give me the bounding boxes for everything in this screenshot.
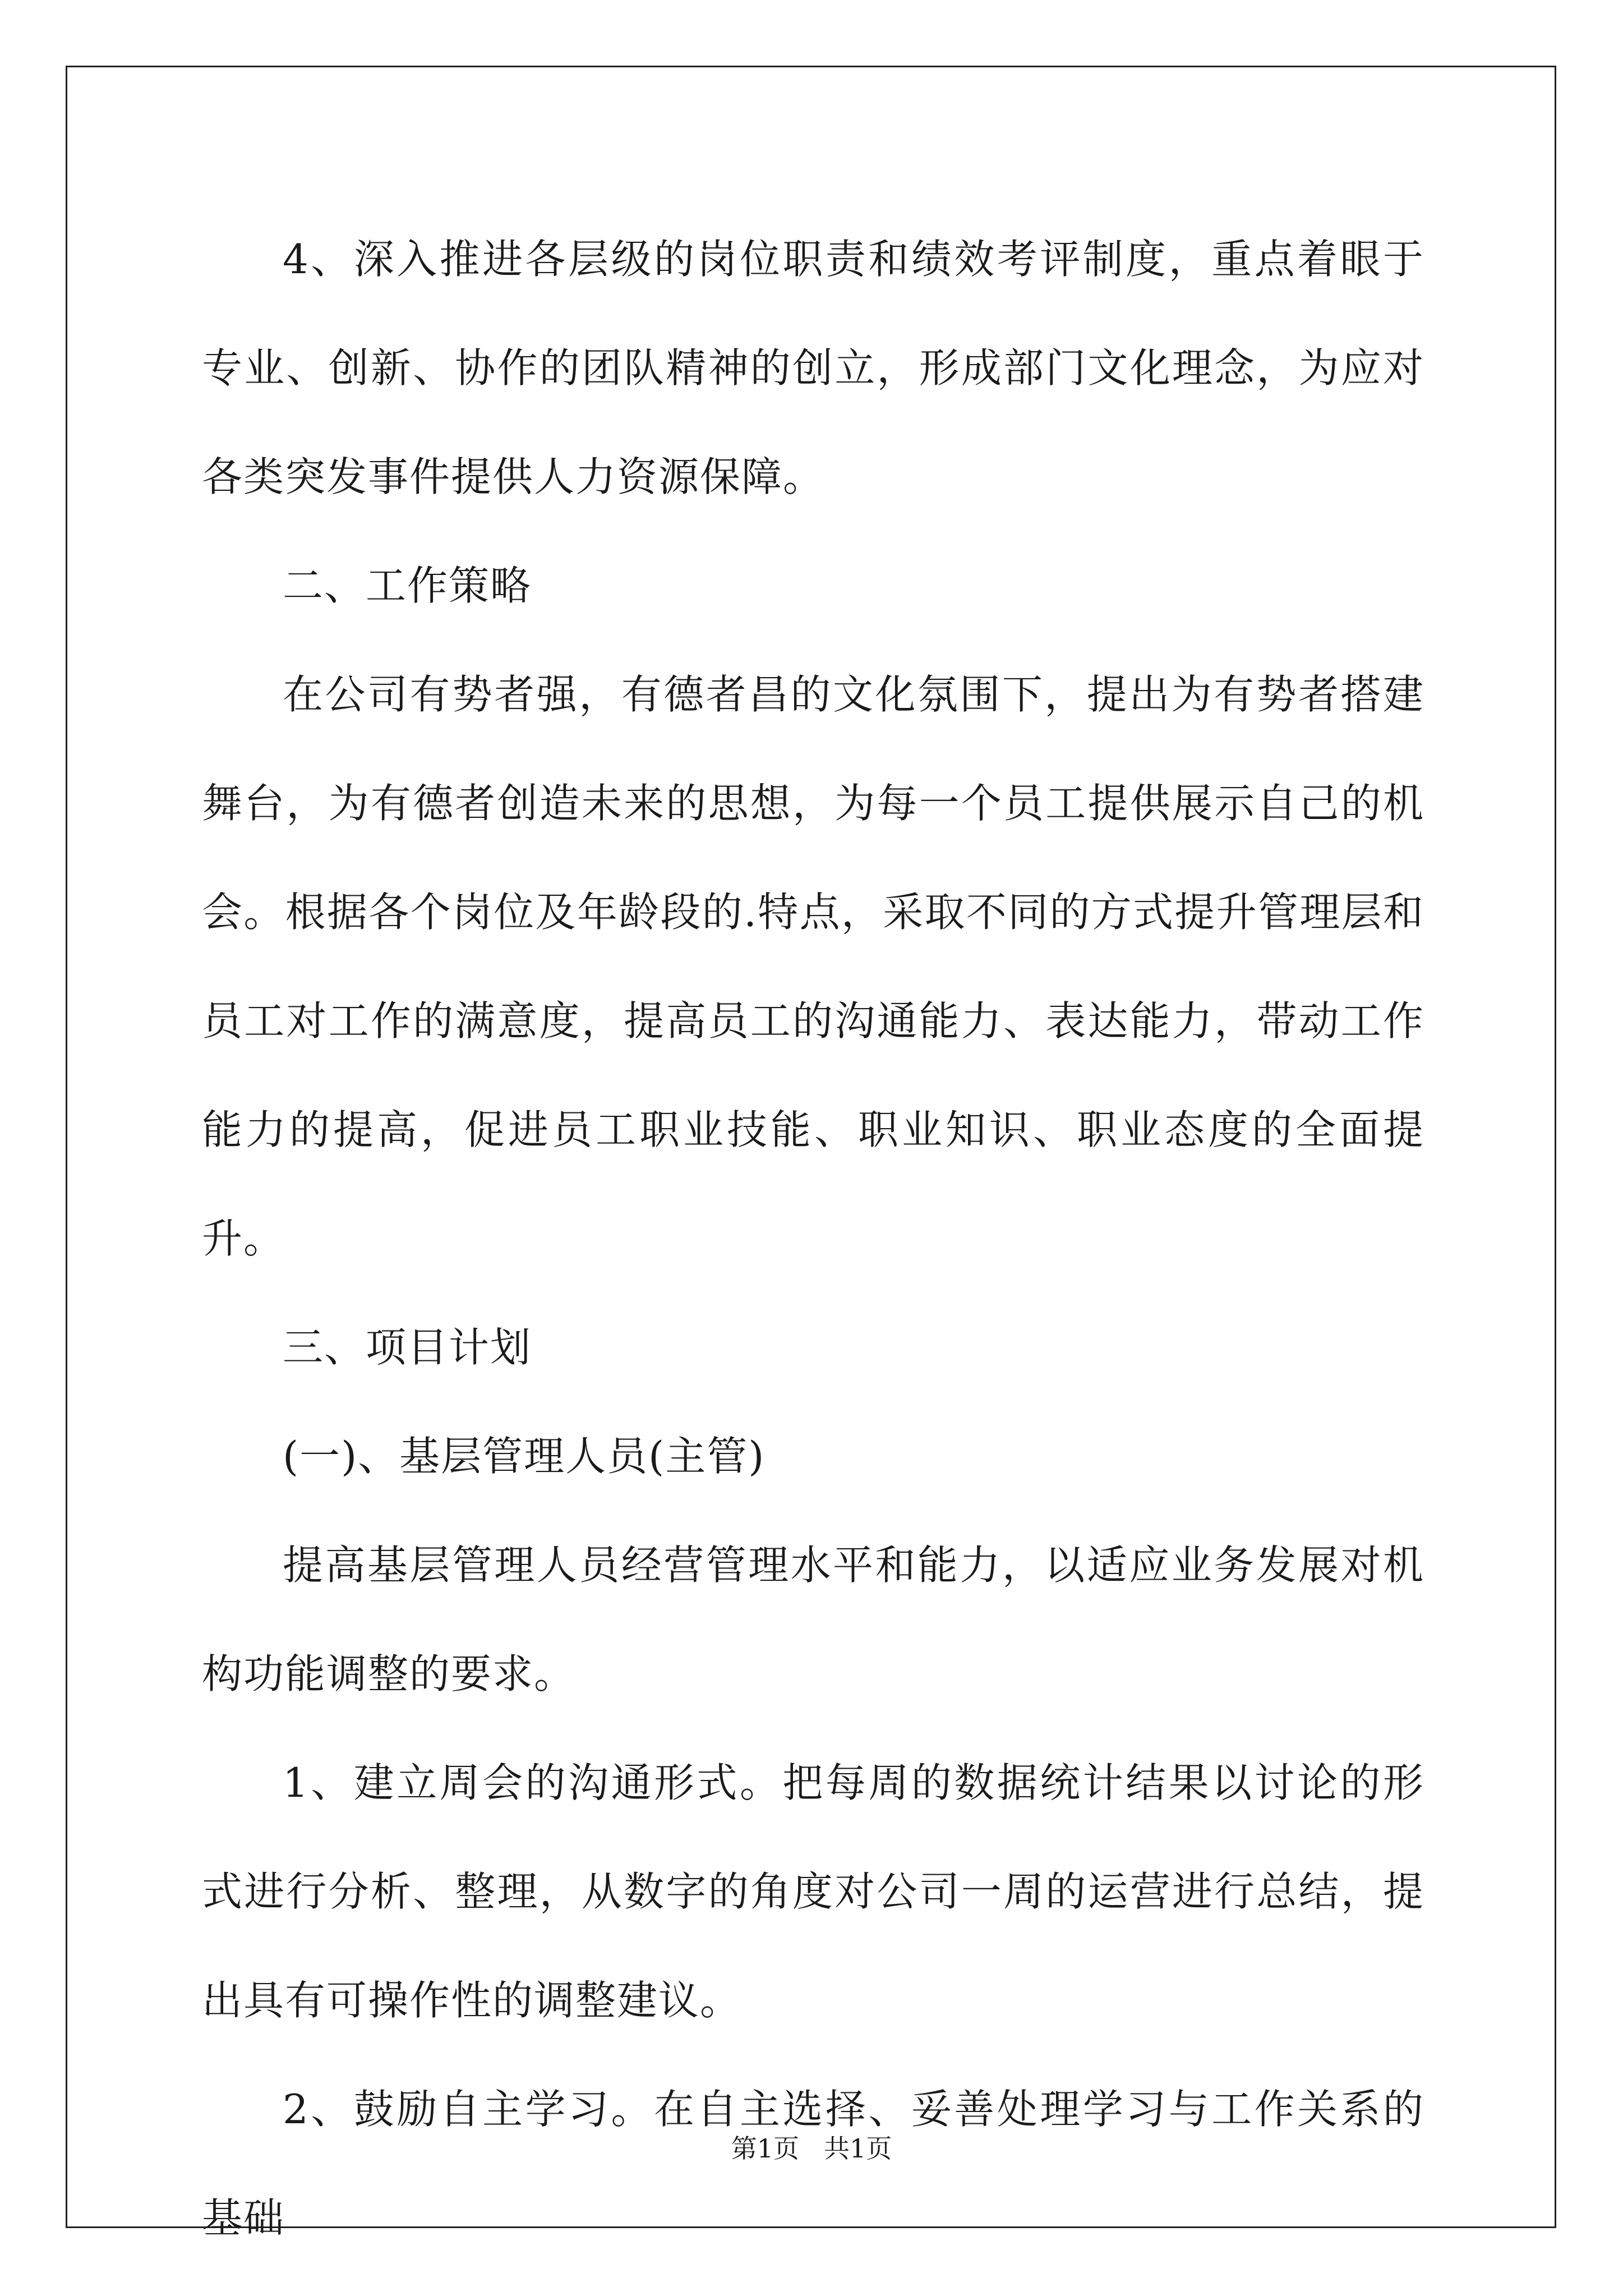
paragraph-weekly-meeting: 1、建立周会的沟通形式。把每周的数据统计结果以讨论的形式进行分析、整理，从数字的角度对公司一周的运营进行总结，提出具有可操作性的调整建议。 (202, 1759, 1424, 2024)
document-body (202, 205, 1424, 2272)
page-number-current: 第1页 (731, 2133, 799, 2164)
paragraph-responsibility-system: 4、深入推进各层级的岗位职责和绩效考评制度，重点着眼于专业、创新、协作的团队精神的创立，形成部门文化理念，为应对各类突发事件提供人力资源保障。 (202, 236, 1424, 500)
paragraph-manager-goal: 提高基层管理人员经营管理水平和能力，以适应业务发展对机构功能调整的要求。 (202, 1542, 1424, 1697)
heading-work-strategy: 二、工作策略 (283, 562, 532, 609)
heading-project-plan: 三、项目计划 (283, 1324, 532, 1371)
page-footer (0, 2132, 1623, 2165)
paragraph-self-learning: 2、鼓励自主学习。在自主选择、妥善处理学习与工作关系的基础 (202, 2086, 1424, 2242)
heading-basic-managers: (一)、基层管理人员(主管) (283, 1433, 766, 1480)
paragraph-strategy: 在公司有势者强，有德者昌的文化氛围下，提出为有势者搭建舞台，为有德者创造未来的思想，为每一个员工提供展示自己的机会。根据各个岗位及年龄段的.特点，采取不同的方式提升管理层和员工对工作的满意度，提高员工的沟通能力、表达能力，带动工作能力的提高，促进员工职业技能、职业知识、职业态度的全面提升。 (202, 671, 1424, 1262)
page-number-total: 共1页 (824, 2133, 892, 2164)
